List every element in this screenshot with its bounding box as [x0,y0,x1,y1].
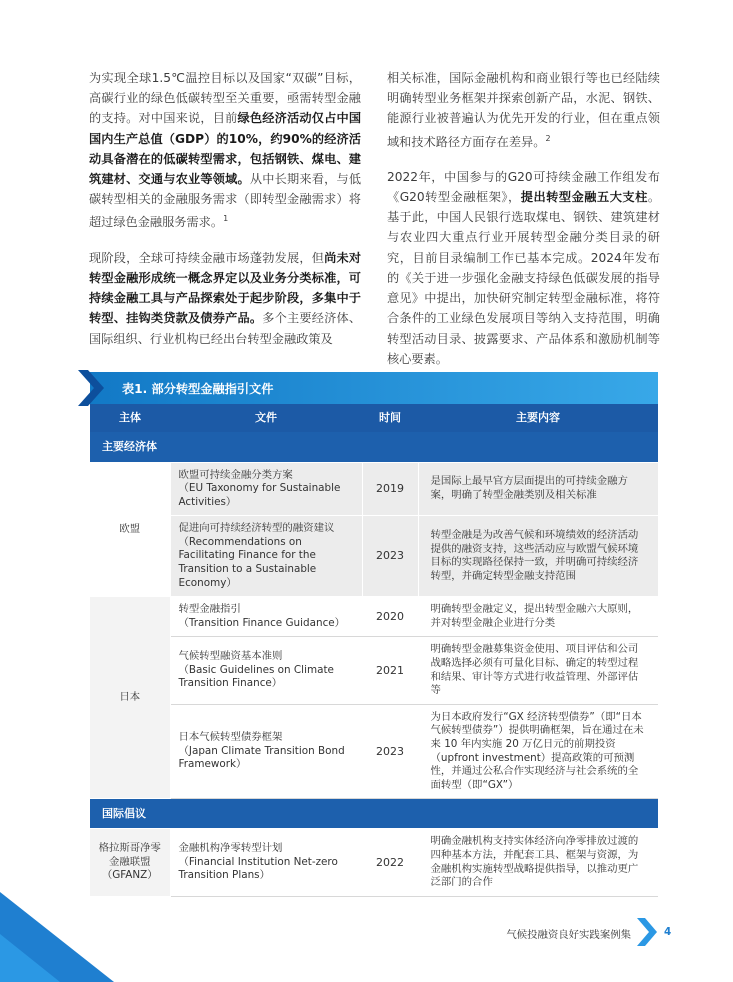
column-header-entity: 主体 [90,404,170,432]
footer-publication-title: 气候投融资良好实践案例集 [506,929,631,941]
right-paragraph-1 [387,68,660,152]
left-paragraph-1 [89,68,361,233]
right-paragraph-2 [387,167,660,369]
content-cell: 为日本政府发行“GX 经济转型债券”（即“日本气候转型债券”）提供明确框架，旨在通过在未来 10 年内实施 20 万亿日元的前期投资（upfront investment）提高政策的可预测性，并通过公私合作实现经济与社会系统的全面转型（即“GX”） [418,704,658,799]
right-text-column [387,68,660,384]
year-cell: 2022 [362,829,418,896]
chevron-right-icon [637,918,659,946]
document-cell: 欧盟可持续金融分类方案 （EU Taxonomy for Sustainable Activities） [170,462,362,516]
column-header-content: 主要内容 [418,404,658,432]
left-text-column [89,68,361,364]
table-row [90,462,658,516]
year-cell: 2023 [362,704,418,799]
table-body [90,404,658,897]
footnote-ref[interactable]: 1 [223,214,229,224]
entity-cell: 欧盟 [90,462,170,597]
document-cell: 日本气候转型债券框架 （Japan Climate Transition Bond Framework） [170,704,362,799]
table-row [90,829,658,896]
bold-text-run: 提出转型金融五大支柱 [520,190,648,205]
year-cell: 2019 [362,462,418,516]
left-paragraph-2 [89,248,361,349]
document-cell: 促进向可持续经济转型的融资建议 （Recommendations on Facilitating Finance for the Transition to a Sustainable Economy） [170,516,362,597]
content-cell: 明确金融机构支持实体经济向净零排放过渡的四种基本方法，并配套工具、框架与资源，为金融机构实施转型战略提供指导，以推动更广泛部门的合作 [418,829,658,896]
group-label: 国际倡议 [90,799,658,829]
table-row [90,516,658,597]
text-run: 从中长期来看，与低碳转型相关的金融服务需求（即转型金融需求）将超过绿色金融服务需求。 [89,172,362,230]
column-header-document: 文件 [170,404,362,432]
entity-cell: 格拉斯哥净零金融联盟（GFANZ） [90,829,170,896]
text-run: 为实现全球1.5℃温控目标以及国家“双碳”目标，高碳行业的绿色低碳转型至关重要，亟需转型金融的支持。对中国来说，目前 [89,71,361,126]
entity-cell: 日本 [90,597,170,799]
column-header-year: 时间 [362,404,418,432]
page-number: 4 [664,926,672,938]
content-cell: 明确转型金融定义，提出转型金融六大原则，并对转型金融企业进行分类 [418,597,658,637]
text-run: 多个主要经济体、国际组织、行业机构已经出台转型金融政策及 [89,311,362,346]
table-header-row [90,404,658,432]
table-title: 表1. 部分转型金融指引文件 [122,381,274,396]
table-row [90,597,658,637]
table-row [90,637,658,704]
year-cell: 2023 [362,516,418,597]
text-run: 相关标准，国际金融机构和商业银行等也已经陆续明确转型业务框架并探索创新产品，水泥、钢铁、能源行业被普遍认为优先开发的行业，但在重点领域和技术路径方面存在差异。 [387,71,660,149]
chevron-right-icon [78,370,104,406]
group-label: 主要经济体 [90,432,658,462]
text-run: 现阶段，全球可持续金融市场蓬勃发展，但 [89,250,325,265]
table-row [90,704,658,799]
year-cell: 2020 [362,597,418,637]
bold-text-run: 绿色经济活动仅占中国国内生产总值（GDP）的10%，约90%的经济活动具备潜在的低碳转型需求，包括钢铁、煤电、建筑建材、交通与农业等领域。 [89,111,362,187]
group-row-major-economies [90,432,658,462]
content-cell: 明确转型金融募集资金使用、项目评估和公司战略选择必须有可量化目标、确定的转型过程和结果、审计等方式进行收益管理、外部评估等 [418,637,658,704]
policy-table [90,372,658,897]
text-run: 2022年，中国参与的G20可持续金融工作组发布《G20转型金融框架》， [387,169,660,205]
year-cell: 2021 [362,637,418,704]
bold-text-run: 尚未对转型金融形成统一概念界定以及业务分类标准，可持续金融工具与产品探索处于起步阶段，多集中于转型、挂钩类贷款及债券产品。 [89,250,362,326]
content-cell: 转型金融是为改善气候和环境绩效的经济活动提供的融资支持，这些活动应与欧盟气候环境目标的实现路径保持一致，并明确可持续经济转型，并确定转型金融支持范围 [418,516,658,597]
content-cell: 是国际上最早官方层面提出的可持续金融方案，明确了转型金融类别及相关标准 [418,462,658,516]
text-run: 。基于此，中国人民银行选取煤电、钢铁、建筑建材与农业四大重点行业开展转型金融分类目录的研究，目前目录编制工作已基本完成。2024年发布的《关于进一步强化金融支持绿色低碳发展的指导意见》中提出，加快研究制定转型金融标准，将符合条件的工业绿色发展项目等纳入支持范围，明确转型活动目录、披露要求、产品体系和激励机制等核心要素。 [387,190,661,366]
document-cell: 转型金融指引 （Transition Finance Guidance） [170,597,362,637]
table-title-bar [90,372,658,404]
corner-decoration-inner [0,934,60,982]
document-cell: 气候转型融资基本准则 （Basic Guidelines on Climate Transition Finance） [170,637,362,704]
footnote-ref[interactable]: 2 [545,133,551,143]
group-row-international-initiatives [90,799,658,829]
document-cell: 金融机构净零转型计划 （Financial Institution Net-zero Transition Plans） [170,829,362,896]
